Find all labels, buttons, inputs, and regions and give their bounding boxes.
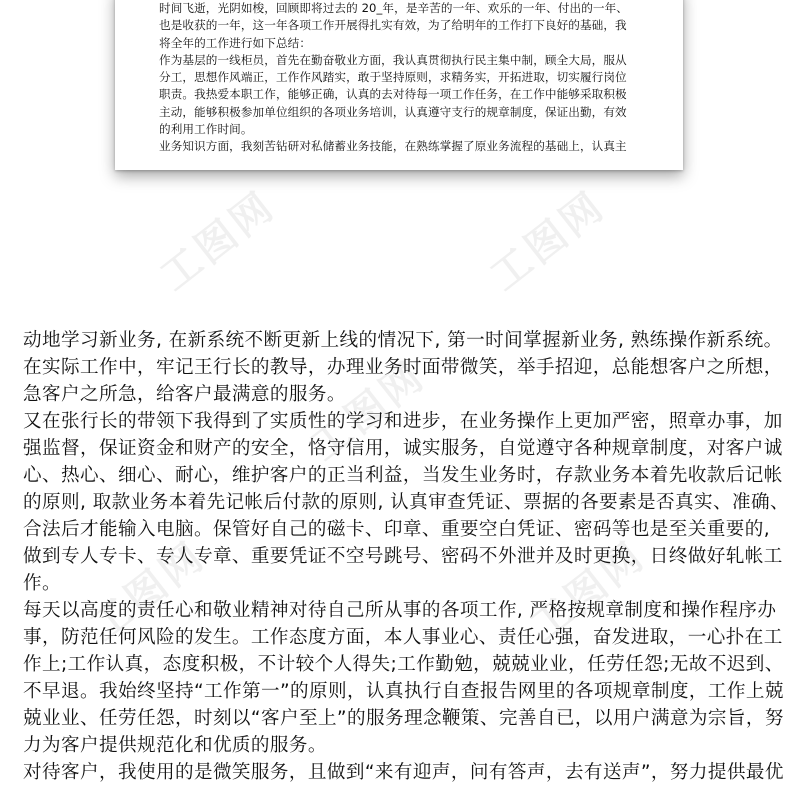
watermark-text: 工图网: [481, 182, 615, 301]
body-line: 做到专人专卡、专人专章、重要凭证不空号跳号、密码不外泄并及时更换，日终做好轧帐工: [23, 546, 783, 567]
body-line: 的原则, 取款业务本着先记帐后付款的原则, 认真审查凭证、票据的各要素是否真实、准确、: [23, 492, 789, 513]
preview-line: 主动，能够积极参加单位组织的各项业务培训，认真遵守支行的规章制度，保证出勤，有效: [159, 104, 627, 119]
body-line: 急客户之所急，给客户最满意的服务。: [23, 384, 346, 405]
preview-line: 时间飞逝，光阴如梭，回顾即将过去的 20_年，是辛苦的一年、欢乐的一年、付出的一年、: [159, 1, 628, 15]
body-line: 合法后才能输入电脑。保管好自己的磁卡、印章、重要空白凭证、密码等也是至关重要的,: [23, 519, 771, 540]
watermark-text: 工图网: [301, 352, 435, 471]
preview-line: 的利用工作时间。: [159, 122, 253, 137]
preview-line: 将全年的工作进行如下总结：: [159, 35, 312, 50]
body-line: 力为客户提供规范化和优质的服务。: [23, 735, 327, 756]
watermark-text: 工图网: [521, 532, 655, 651]
body-line: 事，防范任何风险的发生。工作态度方面，本人事业心、责任心强，奋发进取，一心扑在工: [23, 627, 783, 648]
preview-line: 职责。我热爱本职工作，能够正确，认真的去对待每一项工作任务，在工作中能够采取积极: [159, 87, 627, 102]
preview-line: 作为基层的一线柜员，首先在勤奋敬业方面，我认真贯彻执行民主集中制，顾全大局，服从: [159, 52, 627, 67]
document-body: [23, 327, 789, 786]
preview-line: 业务知识方面，我刻苦钻研对私储蓄业务技能，在熟练掌握了原业务流程的基础上，认真主: [159, 139, 627, 154]
body-line: 又在张行长的带领下我得到了实质性的学习和进步，在业务操作上更加严密，照章办事，加: [23, 411, 783, 432]
document-preview-card: [115, 0, 683, 170]
body-line: 动地学习新业务, 在新系统不断更新上线的情况下, 第一时间掌握新业务, 熟练操作新系统。: [23, 330, 783, 351]
body-line: 兢业业、任劳任怨，时刻以“客户至上”的服务理念鞭策、完善自已，以用户满意为宗旨，努: [23, 708, 784, 729]
watermark-text: 工图网: [81, 532, 215, 651]
watermark-text: 工图网: [151, 182, 285, 301]
body-line: 作。: [23, 573, 61, 594]
body-line: 心、热心、细心、耐心，维护客户的正当利益，当发生业务时，存款业务本着先收款后记帐: [23, 465, 783, 486]
preview-line: 也是收获的一年，这一年各项工作开展得扎实有效，为了给明年的工作打下良好的基础，我: [159, 18, 627, 33]
body-line: 每天以高度的责任心和敬业精神对待自己所从事的各项工作, 严格按规章制度和操作程序办: [23, 600, 777, 621]
body-line: 作上;工作认真，态度积极，不计较个人得失;工作勤勉，兢兢业业，任劳任怨;无故不迟到、: [23, 654, 784, 675]
body-line: 强监督，保证资金和财产的安全，恪守信用，诚实服务，自觉遵守各种规章制度，对客户诚: [23, 438, 783, 459]
preview-line: 分工，思想作风端正，工作作风踏实，敢于坚持原则，求精务实，开拓进取，切实履行岗位: [159, 70, 627, 85]
body-line: 在实际工作中，牢记王行长的教导，办理业务时面带微笑，举手招迎，总能想客户之所想，: [23, 357, 783, 378]
body-line: 对待客户，我使用的是微笑服务，且做到“来有迎声，问有答声，去有送声”，努力提供最优: [23, 762, 784, 783]
body-line: 不早退。我始终坚持“工作第一”的原则，认真执行自查报告网里的各项规章制度，工作上兢: [23, 681, 784, 702]
